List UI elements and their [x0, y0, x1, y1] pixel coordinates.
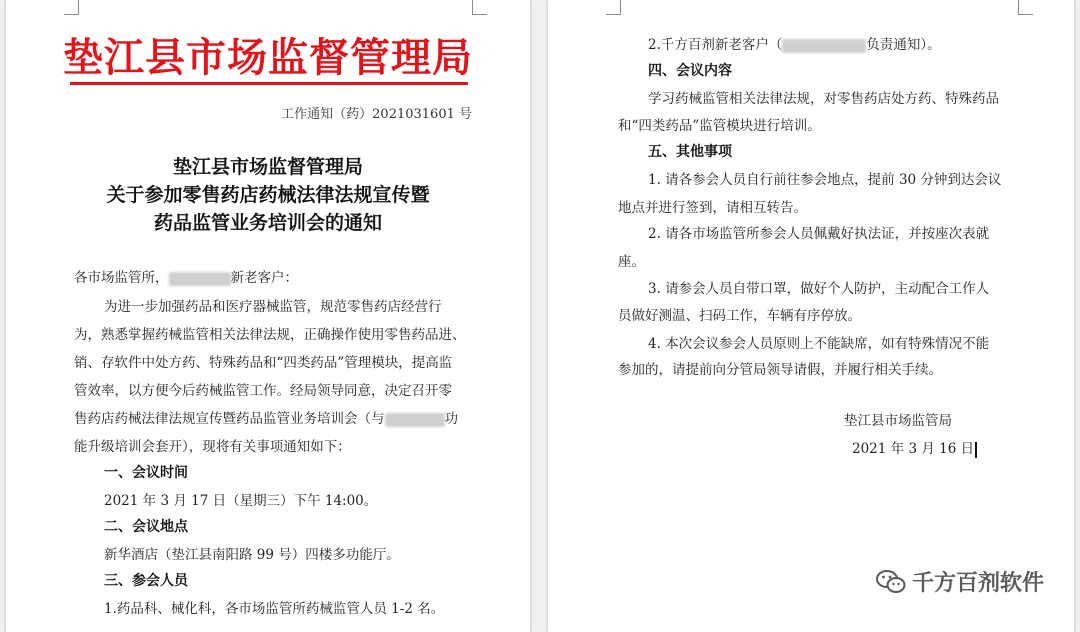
- agency-header: 垫江县市场监督管理局: [63, 34, 473, 81]
- signing-date: [852, 437, 977, 458]
- paragraph-line: 能升级培训会套开），现将有关事项通知如下：: [74, 439, 351, 455]
- list-item-text: 2.千方百剂新老客户（: [648, 37, 783, 53]
- wechat-icon: [876, 569, 906, 595]
- paragraph-text: 售药店药械法律法规宣传暨药品监管业务培训会（与: [74, 411, 385, 427]
- text-cursor: [975, 442, 977, 458]
- date-text: 2021 年 3 月 16 日: [852, 441, 975, 457]
- title-line-2: 关于参加零售药店药械法律法规宣传暨: [106, 184, 430, 206]
- section-heading: 一、会议时间: [104, 465, 188, 481]
- list-item: 3. 请参会人员自带口罩，做好个人防护，主动配合工作人: [648, 281, 990, 297]
- title-line-1: 垫江县市场监督管理局: [172, 156, 363, 178]
- section-heading: 四、会议内容: [648, 63, 732, 79]
- list-item-text: 负责通知）。: [866, 37, 941, 53]
- salutation: [74, 266, 298, 286]
- paragraph-line: 管效率，以方便今后药械监管工作。经局领导同意，决定召开零: [74, 383, 452, 399]
- list-item: 2. 请各市场监管所参会人员佩戴好执法证，并按座次表就: [648, 226, 990, 242]
- section-heading: 二、会议地点: [104, 519, 188, 535]
- section-text: 2021 年 3 月 17 日（星期三）下午 14:00。: [104, 493, 378, 509]
- section-text: 1.药品科、械化科，各市场监管所药械监管人员 1-2 名。: [104, 601, 445, 617]
- margin-corner-mark: [1018, 0, 1033, 15]
- paragraph-line: [74, 407, 458, 427]
- document-page-left: [6, 0, 530, 632]
- list-item: 员做好测温、扫码工作，车辆有序停放。: [618, 308, 861, 324]
- paragraph-text: 功: [444, 411, 458, 427]
- list-item: 参加的，请提前向分管局领导请假，并履行相关手续。: [618, 362, 942, 378]
- margin-corner-mark: [472, 0, 487, 15]
- section-text: 新华酒店（垫江县南阳路 99 号）四楼多功能厅。: [104, 547, 400, 563]
- redacted-text: [169, 272, 231, 286]
- salutation-prefix: 各市场监管所，: [74, 270, 169, 286]
- watermark: [876, 566, 1044, 597]
- paragraph-line: 销、存软件中处方药、特殊药品和“四类药品”管理模块，提高监: [74, 355, 453, 371]
- paragraph-line: 学习药械监管相关法律法规，对零售药店处方药、特殊药品: [648, 91, 999, 107]
- margin-corner-mark: [606, 0, 621, 15]
- document-page-right: [548, 0, 1074, 632]
- margin-corner-mark: [64, 0, 79, 15]
- paragraph-line: 为进一步加强药品和医疗器械监管，规范零售药店经营行: [104, 299, 442, 315]
- list-item: 4. 本次会议参会人员原则上不能缺席，如有特殊情况不能: [648, 336, 990, 352]
- redacted-text: [385, 413, 445, 427]
- paragraph-line: 为，熟悉掌握药械监管相关法律法规，正确操作使用零售药品进、: [74, 327, 466, 343]
- list-item: 座。: [618, 254, 645, 270]
- list-item: [648, 33, 941, 53]
- signature: 垫江县市场监管局: [844, 413, 952, 429]
- watermark-text: 千方百剂软件: [911, 571, 1044, 596]
- red-header-line: [70, 82, 468, 85]
- list-item: 1. 请各参会人员自行前往参会地点，提前 30 分钟到达会议: [648, 172, 1002, 188]
- section-heading: 三、参会人员: [104, 573, 188, 589]
- list-item: 地点并进行签到，请相互转告。: [618, 200, 807, 216]
- section-heading: 五、其他事项: [648, 144, 732, 160]
- salutation-suffix: 新老客户：: [230, 270, 298, 286]
- title-line-3: 药品监管业务培训会的通知: [153, 212, 382, 234]
- paragraph-line: 和“四类药品”监管模块进行培训。: [618, 118, 821, 134]
- redacted-text: [782, 39, 866, 53]
- document-number: 工作通知（药）2021031601 号: [281, 107, 472, 122]
